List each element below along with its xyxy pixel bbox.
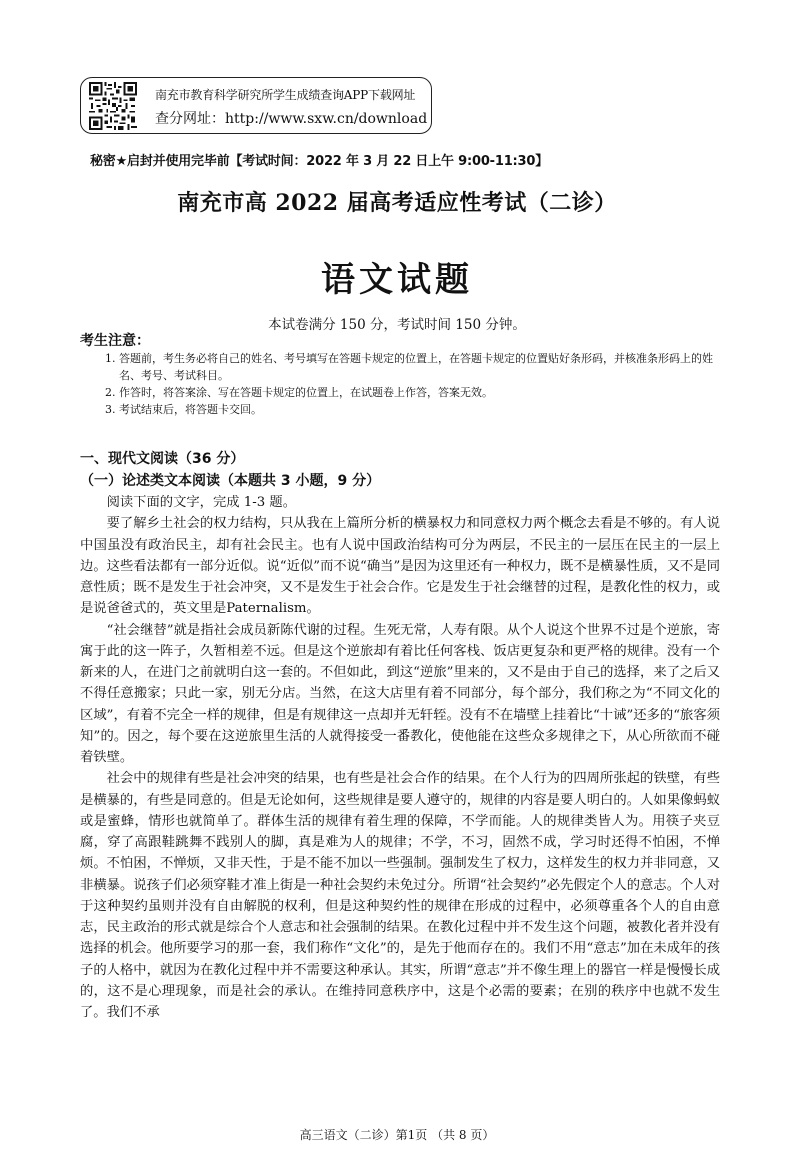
notice-item-text: 作答时，将答案涂、写在答题卡规定的位置上，在试题卷上作答，答案无效。 [119,386,493,399]
notice-title: 考生注意： [80,333,150,349]
download-url-label: 南充市教育科学研究所学生成绩查询APP下载网址 [155,88,416,102]
subsection-heading: （一）论述类文本阅读（本题共 3 小题，9 分） [80,473,381,489]
reading-passage [80,492,720,1023]
notice-item [105,350,720,384]
notice-item-number: 2. [105,386,116,399]
notice-item [105,401,720,418]
section-heading: 一、现代文阅读（36 分） [80,451,245,467]
instruction: 阅读下面的文字，完成 1-3 题。 [106,495,297,510]
subject-title: 语文试题 [321,260,473,300]
qr-code-icon [89,82,137,130]
notice-item [105,384,720,401]
notice-item-number: 1. [105,352,116,365]
page-footer: 高三语文（二诊）第1页 （共 8 页） [299,1128,495,1142]
passage-paragraph: 社会中的规律有些是社会冲突的结果，也有些是社会合作的结果。在个人行为的四周所张起的铁壁，有些是横暴的，有些是同意的。但是无论如何，这些规律是要人遵守的，规律的内容是要人明白的。人如果像蚂蚁或是蜜蜂，情形也就简单了。群体生活的规律有着生理的保障，不学而能。人的规律类皆人为。用筷子夹豆腐，穿了高跟鞋跳舞不践别人的脚，真是难为人的规律；不学，不习，固然不成，学习时还得不怕困，不惮烦。不怕困，不惮烦，又非天性，于是不能不加以一些强制。强制发生了权力，这样发生的权力并非同意，又非横暴。说孩子们必须穿鞋才准上街是一种社会契约未免过分。所谓“社会契约”必先假定个人的意志。个人对于这种契约虽则并没有自由解脱的权利，但是这种契约性的规律在形成的过程中，必须尊重各个人的自由意志，民主政治的形式就是综合个人意志和社会强制的结果。在教化过程中并不发生这个问题，被教化者并没有选择的机会。他所要学习的那一套，我们称作“文化”的，是先于他而存在的。我们不用“意志”加在未成年的孩子的人格中，就因为在教化过程中并不需要这种承认。其实，所谓“意志”并不像生理上的器官一样是慢慢长成的，这不是心理现象，而是社会的承认。在维持同意秩序中，这是个必需的要素；在别的秩序中也就不发生了。我们不承 [80,771,720,1020]
passage-paragraph: 要了解乡土社会的权力结构，只从我在上篇所分析的横暴权力和同意权力两个概念去看是不够的。有人说中国虽没有政治民主，却有社会民主。也有人说中国政治结构可分为两层，不民主的一层压在民主的一层上边。这些看法都有一部分近似。说“近似”而不说“确当”是因为这里还有一种权力，既不是横暴性质，又不是同意性质；既不是发生于社会冲突，又不是发生于社会合作。它是发生于社会继替的过程，是教化性的权力，或是说爸爸式的，英文里是Paternalism。 [80,516,720,617]
exam-info: 本试卷满分 150 分，考试时间 150 分钟。 [268,317,526,333]
exam-title: 南充市高 2022 届高考适应性考试（二诊） [177,190,617,216]
notice-item-number: 3. [105,403,116,416]
notice-item-text: 答题前，考生务必将自己的姓名、考号填写在答题卡规定的位置上，在答题卡规定的位置贴好条形码，并核准条形码上的姓名、考号、考试科目。 [119,352,713,382]
notice-item-text: 考试结束后，将答题卡交回。 [119,403,262,416]
notice-list [105,350,720,418]
score-query-url: 查分网址：http://www.sxw.cn/download [155,111,428,127]
download-info-box [80,77,432,134]
passage-paragraph: “社会继替”就是指社会成员新陈代谢的过程。生死无常，人寿有限。从个人说这个世界不过是个逆旅，寄寓于此的这一阵子，久暂相差不远。但是这个逆旅却有着比任何客栈、饭店更复杂和更严格的规律。没有一个新来的人，在进门之前就明白这一套的。不但如此，到这“逆旅”里来的，又不是由于自己的选择，来了之后又不得任意搬家；只此一家，别无分店。当然，在这大店里有着不同部分，每个部分，我们称之为“不同文化的区域”，有着不完全一样的规律，但是有规律这一点却并无轩轾。没有不在墙壁上挂着比“十诫”还多的“旅客须知”的。因之，每个要在这逆旅里生活的人就得接受一番教化，使他能在这些众多规律之下，从心所欲而不碰着铁壁。 [80,622,720,765]
exam-time-line: 秘密★启封并使用完毕前【考试时间：2022 年 3 月 22 日上午 9:00-11:30】 [90,154,549,169]
